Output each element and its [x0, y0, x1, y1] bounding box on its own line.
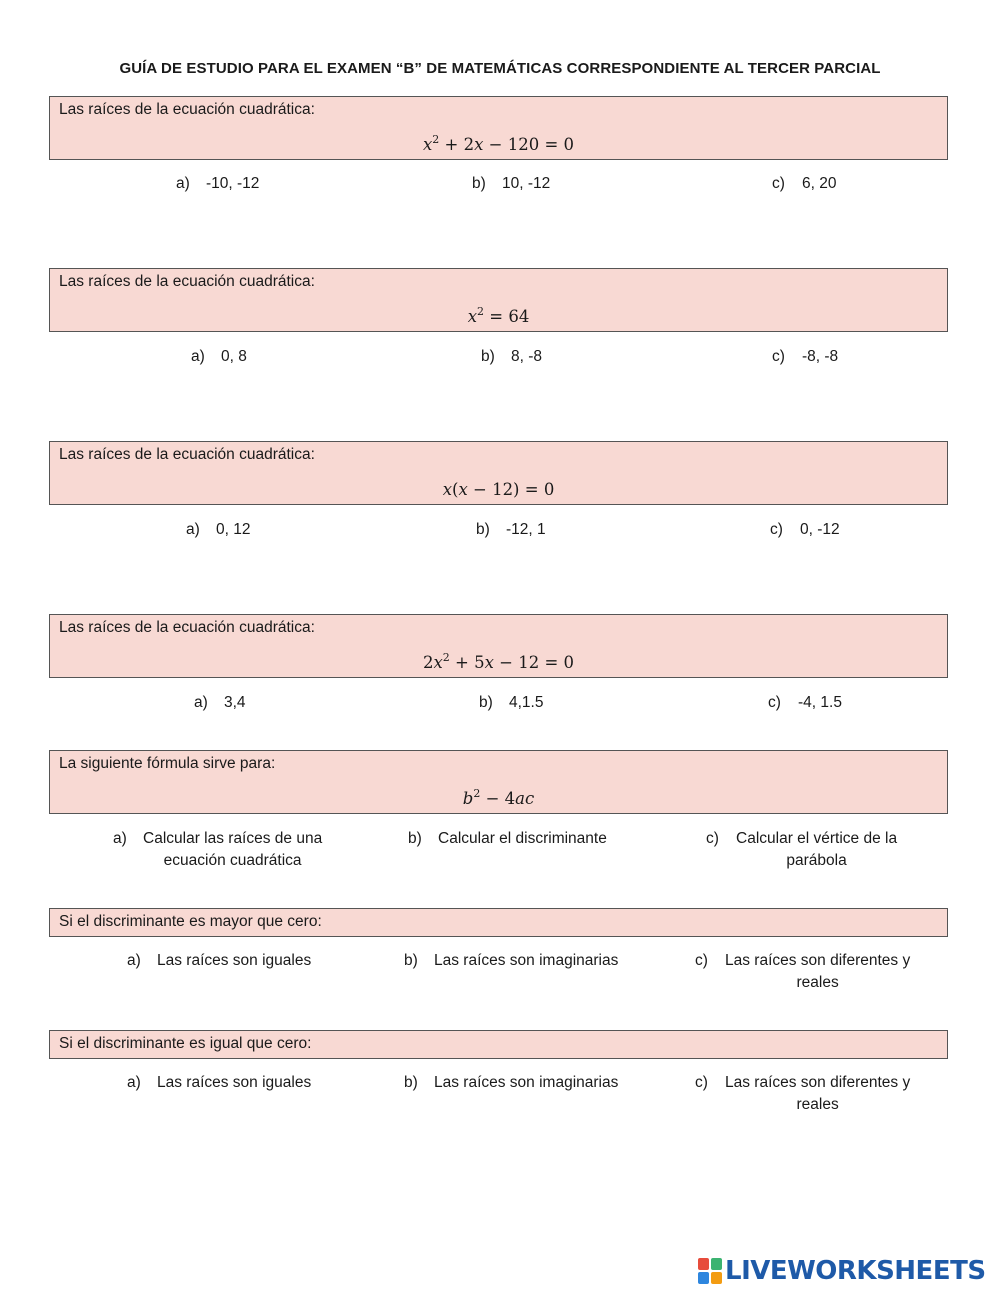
question-7-options [49, 1072, 948, 1132]
logo-text: LIVEWORKSHEETS [725, 1256, 986, 1286]
option-letter: a) [186, 521, 200, 538]
option-text: Calcular el discriminante [438, 830, 607, 847]
question-2-formula: $x^2 = 64$ [467, 305, 530, 326]
question-2-option-b[interactable] [481, 346, 542, 368]
question-1-option-b[interactable] [472, 173, 550, 195]
option-letter: c) [770, 521, 783, 538]
option-text: Las raíces son imaginarias [434, 952, 619, 969]
question-7-option-c[interactable] [695, 1072, 910, 1116]
option-text: 4,1.5 [509, 694, 544, 711]
option-letter: c) [695, 952, 708, 969]
question-6-option-c[interactable] [695, 950, 910, 994]
option-letter: a) [176, 175, 190, 192]
question-1-options [49, 173, 948, 233]
option-letter: c) [768, 694, 781, 711]
option-letter: b) [472, 175, 486, 192]
question-4-options [49, 692, 948, 752]
option-text-line-1: Calcular el vértice de la [736, 830, 898, 847]
option-text: 0, -12 [800, 521, 840, 538]
option-text-line-1: Las raíces son diferentes y [725, 1074, 911, 1091]
question-3-option-b[interactable] [476, 519, 546, 541]
option-text: 8, -8 [511, 348, 543, 365]
option-text-line-2: parábola [786, 852, 847, 869]
question-1-prompt: Las raíces de la ecuación cuadrática: [59, 101, 315, 118]
option-letter: b) [476, 521, 490, 538]
option-text: -4, 1.5 [798, 694, 842, 711]
liveworksheets-logo [698, 1258, 986, 1284]
question-2-prompt: Las raíces de la ecuación cuadrática: [59, 273, 315, 290]
question-7-box [49, 1030, 948, 1059]
question-6-option-b[interactable] [404, 950, 618, 972]
question-6-options [49, 950, 948, 1010]
option-letter: b) [479, 694, 493, 711]
option-text: Las raíces son imaginarias [434, 1074, 619, 1091]
option-letter: a) [194, 694, 208, 711]
option-text: -10, -12 [206, 175, 260, 192]
question-5-prompt: La siguiente fórmula sirve para: [59, 755, 276, 772]
option-letter: c) [695, 1074, 708, 1091]
option-text-line-2: ecuación cuadrática [163, 852, 302, 869]
option-letter: b) [408, 830, 422, 847]
question-5-options [49, 828, 948, 888]
question-3-box [49, 441, 948, 505]
question-5-option-a[interactable] [113, 828, 322, 872]
option-text-line-1: Calcular las raíces de una [143, 830, 323, 847]
question-2-options [49, 346, 948, 406]
question-4-option-a[interactable] [194, 692, 246, 714]
option-letter: a) [127, 1074, 141, 1091]
option-letter: b) [404, 1074, 418, 1091]
option-text [725, 1072, 910, 1116]
option-text [725, 950, 910, 994]
question-3-prompt: Las raíces de la ecuación cuadrática: [59, 446, 315, 463]
option-text: -8, -8 [802, 348, 839, 365]
question-7-prompt: Si el discriminante es igual que cero: [59, 1035, 312, 1052]
option-letter: a) [113, 830, 127, 847]
option-letter: c) [706, 830, 719, 847]
question-2-box [49, 268, 948, 332]
question-1-option-a[interactable] [176, 173, 259, 195]
liveworksheets-logo-icon [698, 1258, 722, 1284]
option-text: 3,4 [224, 694, 246, 711]
question-3-options [49, 519, 948, 579]
option-text: 10, -12 [502, 175, 551, 192]
option-letter: b) [404, 952, 418, 969]
option-text: 0, 8 [221, 348, 247, 365]
question-4-box [49, 614, 948, 678]
option-letter: c) [772, 348, 785, 365]
question-5-option-b[interactable] [408, 828, 607, 850]
option-text: -12, 1 [506, 521, 546, 538]
question-5-option-c[interactable] [706, 828, 897, 872]
question-4-formula: $2x^2 + 5x - 12 = 0$ [422, 651, 575, 672]
question-4-option-b[interactable] [479, 692, 543, 714]
question-7-option-b[interactable] [404, 1072, 618, 1094]
question-1-box [49, 96, 948, 160]
option-text-line-2: reales [796, 974, 839, 991]
question-7-option-a[interactable] [127, 1072, 311, 1094]
option-text: 6, 20 [802, 175, 837, 192]
option-text-line-2: reales [796, 1096, 839, 1113]
option-text: 0, 12 [216, 521, 251, 538]
page-title: GUÍA DE ESTUDIO PARA EL EXAMEN “B” DE MATEMÁTICAS CORRESPONDIENTE AL TERCER PARCIAL [119, 60, 881, 77]
question-5-formula: $b^2 - 4ac$ [462, 787, 535, 808]
option-text-line-1: Las raíces son diferentes y [725, 952, 911, 969]
option-text: Las raíces son iguales [157, 1074, 312, 1091]
question-2-option-a[interactable] [191, 346, 247, 368]
option-letter: a) [127, 952, 141, 969]
question-1-option-c[interactable] [772, 173, 836, 195]
question-4-option-c[interactable] [768, 692, 842, 714]
question-3-option-a[interactable] [186, 519, 250, 541]
question-5-box [49, 750, 948, 814]
question-4-prompt: Las raíces de la ecuación cuadrática: [59, 619, 315, 636]
question-2-option-c[interactable] [772, 346, 838, 368]
question-6-option-a[interactable] [127, 950, 311, 972]
option-text: Las raíces son iguales [157, 952, 312, 969]
option-letter: c) [772, 175, 785, 192]
option-text [736, 828, 897, 872]
question-3-formula: x(x − 12) = 0 [442, 480, 555, 499]
question-6-box [49, 908, 948, 937]
option-text [143, 828, 322, 872]
question-6-prompt: Si el discriminante es mayor que cero: [59, 913, 322, 930]
option-letter: b) [481, 348, 495, 365]
option-letter: a) [191, 348, 205, 365]
question-1-formula: $x^2 + 2x - 120 = 0$ [422, 133, 575, 154]
question-3-option-c[interactable] [770, 519, 840, 541]
